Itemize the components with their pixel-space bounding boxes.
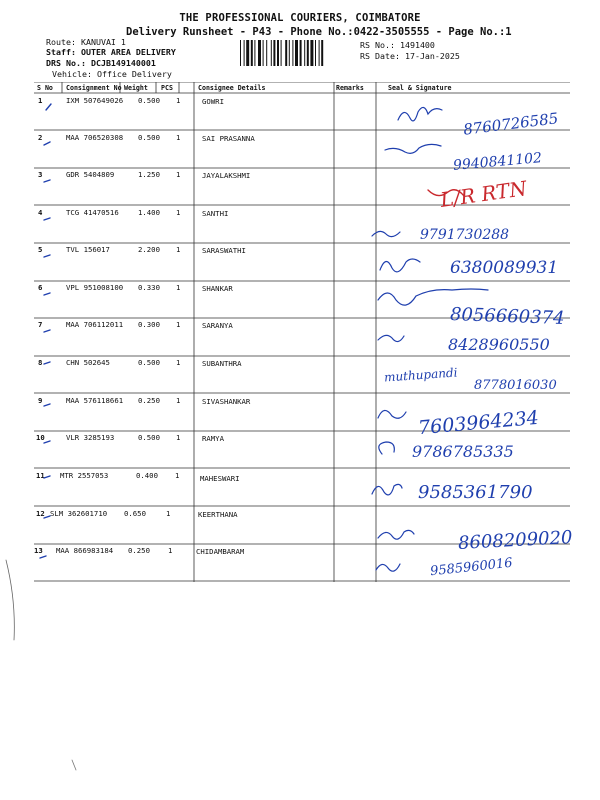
col-header-pcs: PCS <box>161 84 173 92</box>
row-sno: 13 <box>34 546 43 555</box>
row-pcs: 1 <box>176 133 181 142</box>
row-consignment: TCG 41470516 <box>66 208 119 217</box>
row-weight: 2.200 <box>138 245 160 254</box>
signature-scribble <box>372 484 402 495</box>
row-consignment: VLR 3285193 <box>66 433 115 442</box>
signature-scribble <box>378 410 406 418</box>
margin-scribble <box>6 560 14 640</box>
col-header-seal: Seal & Signature <box>388 84 452 92</box>
row-sno: 10 <box>36 433 45 442</box>
row-pcs: 1 <box>176 433 181 442</box>
handwritten-phone: 7603964234 <box>417 406 540 440</box>
row-pcs: 1 <box>176 283 181 292</box>
runsheet-subtitle: Delivery Runsheet - P43 - Phone No.:0422-3505555 - Page No.:1 <box>126 26 512 38</box>
row-consignee: SARASWATHI <box>202 246 246 255</box>
row-consignee: KEERTHANA <box>198 510 238 519</box>
row-consignment: IXM 507649026 <box>66 96 124 105</box>
row-sno: 1 <box>38 96 43 105</box>
row-consignee: SANTHI <box>202 209 229 218</box>
row-sno: 4 <box>38 208 43 217</box>
row-consignment: MAA 706520308 <box>66 133 124 142</box>
row-consignment: TVL 156017 <box>66 245 110 254</box>
col-header-weight: Weight <box>124 84 148 92</box>
row-consignee: CHIDAMBARAM <box>196 547 245 556</box>
col-header-sno: S No <box>37 84 53 92</box>
tick-mark <box>44 476 50 478</box>
signature-scribble <box>398 107 442 120</box>
row-sno: 6 <box>38 283 43 292</box>
signature-scribble <box>378 530 414 539</box>
signature-scribble <box>378 335 404 341</box>
handwritten-phone: 9940841102 <box>452 150 543 174</box>
handwritten-name: muthupandi <box>383 365 458 385</box>
handwritten-phone: 9585361790 <box>418 482 533 503</box>
row-consignment: GDR 5404809 <box>66 170 115 179</box>
tick-mark <box>44 293 50 295</box>
row-consignee: GOWRI <box>202 97 224 106</box>
row-pcs: 1 <box>168 546 173 555</box>
row-weight: 0.650 <box>124 509 146 518</box>
tick-mark <box>44 142 50 145</box>
tick-mark <box>44 180 50 182</box>
drs-number: DRS No.: DCJB149140001 <box>46 58 156 68</box>
row-consignee: SHANKAR <box>202 284 233 293</box>
route-label: Route: KANUVAI 1 <box>46 37 126 47</box>
row-consignee: SUBANTHRA <box>202 359 242 368</box>
row-pcs: 1 <box>176 170 181 179</box>
row-weight: 1.250 <box>138 170 160 179</box>
signature-scribble <box>385 144 441 153</box>
col-header-consignee: Consignee Details <box>198 84 266 92</box>
row-consignment: MAA 866983184 <box>56 546 114 555</box>
tick-mark <box>44 441 50 443</box>
row-consignment: MAA 706112011 <box>66 320 124 329</box>
tick-mark <box>44 362 50 364</box>
col-header-consignment: Consignment No <box>66 84 122 92</box>
row-weight: 0.250 <box>128 546 150 555</box>
row-pcs: 1 <box>176 320 181 329</box>
row-sno: 2 <box>38 133 43 142</box>
rs-number: RS No.: 1491400 <box>360 40 435 50</box>
tick-mark <box>44 218 50 220</box>
row-weight: 1.400 <box>138 208 160 217</box>
margin-scribble <box>72 760 76 770</box>
signature-scribble <box>372 231 400 236</box>
tick-mark <box>40 556 46 558</box>
signature-scribble <box>378 289 488 305</box>
row-weight: 0.500 <box>138 358 160 367</box>
row-weight: 0.400 <box>136 471 158 480</box>
row-consignment: SLM 362601710 <box>50 509 108 518</box>
rs-date: RS Date: 17-Jan-2025 <box>360 51 460 61</box>
handwritten-phone: 6380089931 <box>450 258 559 278</box>
tick-mark <box>44 404 50 406</box>
tick-mark <box>44 516 50 518</box>
row-consignment: CHN 502645 <box>66 358 110 367</box>
handwritten-phone: 8778016030 <box>474 378 557 393</box>
row-sno: 12 <box>36 509 45 518</box>
row-consignee: SAI PRASANNA <box>202 134 255 143</box>
handwritten-phone: 8760726585 <box>462 109 560 139</box>
row-sno: 3 <box>38 170 43 179</box>
handwritten-phone: 9791730288 <box>420 227 510 243</box>
staff-label: Staff: OUTER AREA DELIVERY <box>46 47 176 57</box>
col-header-remarks: Remarks <box>336 84 364 92</box>
tick-mark <box>44 255 50 257</box>
row-pcs: 1 <box>176 358 181 367</box>
row-sno: 8 <box>38 358 43 367</box>
row-consignment: MTR 2557053 <box>60 471 109 480</box>
row-consignee: JAYALAKSHMI <box>202 171 251 180</box>
signature-scribble <box>379 442 395 454</box>
row-sno: 11 <box>36 471 45 480</box>
row-pcs: 1 <box>176 396 181 405</box>
row-sno: 9 <box>38 396 43 405</box>
tick-mark <box>46 104 51 110</box>
row-weight: 0.330 <box>138 283 160 292</box>
handwritten-phone: 9786785335 <box>412 442 514 461</box>
company-title: THE PROFESSIONAL COURIERS, COIMBATORE <box>179 12 421 24</box>
row-consignment: VPL 951008100 <box>66 283 124 292</box>
row-weight: 0.500 <box>138 133 160 142</box>
signature-scribble <box>376 564 400 571</box>
handwritten-phone: 8608209020 <box>457 527 574 554</box>
tick-mark <box>44 330 50 332</box>
row-sno: 7 <box>38 320 43 329</box>
row-consignee: SIVASHANKAR <box>202 397 251 406</box>
vehicle-label: Vehicle: Office Delivery <box>52 69 172 79</box>
row-pcs: 1 <box>176 245 181 254</box>
row-consignee: RAMYA <box>202 434 224 443</box>
handwritten-phone: 8056660374 <box>449 304 565 329</box>
signature-scribble <box>380 259 420 272</box>
row-consignee: SARANYA <box>202 321 233 330</box>
row-pcs: 1 <box>175 471 180 480</box>
handwritten-phone: 8428960550 <box>448 335 550 354</box>
row-consignment: MAA 576118661 <box>66 396 124 405</box>
row-weight: 0.500 <box>138 433 160 442</box>
row-weight: 0.300 <box>138 320 160 329</box>
return-mark: L/R RTN <box>438 176 529 212</box>
row-pcs: 1 <box>176 96 181 105</box>
handwritten-phone: 9585960016 <box>429 555 514 580</box>
row-pcs: 1 <box>176 208 181 217</box>
row-weight: 0.250 <box>138 396 160 405</box>
row-weight: 0.500 <box>138 96 160 105</box>
row-consignee: MAHESWARI <box>200 474 240 483</box>
row-sno: 5 <box>38 245 43 254</box>
row-pcs: 1 <box>166 509 171 518</box>
